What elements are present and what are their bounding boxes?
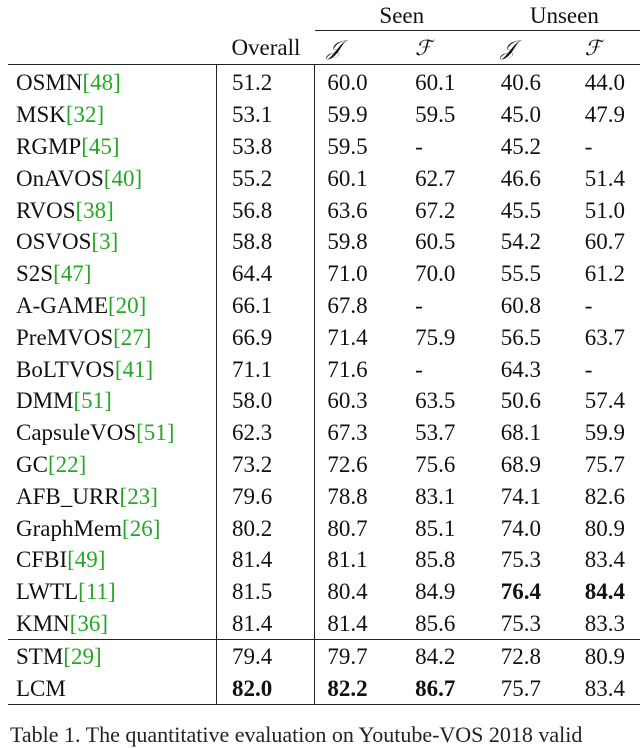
table-row: [8, 131, 640, 163]
table-body: [8, 65, 640, 705]
method-name: S2S[47]: [8, 258, 216, 290]
citation-link[interactable]: [29]: [63, 643, 102, 669]
method-name: MSK[32]: [8, 99, 216, 131]
unseen-j-value: 74.1: [500, 483, 541, 509]
method-name: CapsuleVOS[51]: [8, 417, 216, 449]
citation-link[interactable]: [23]: [119, 483, 158, 509]
seen-j-value: 80.4: [327, 579, 368, 605]
table-row: [8, 480, 640, 512]
overall-value: 58.0: [216, 385, 314, 417]
table-row: [8, 290, 640, 322]
unseen-j-value: 60.8: [500, 292, 541, 318]
overall-value: 62.3: [216, 417, 314, 449]
seen-f-value: -: [415, 133, 423, 159]
citation-link[interactable]: [41]: [114, 356, 154, 382]
empty-cell: [216, 0, 314, 31]
method-name: RVOS[38]: [8, 194, 216, 226]
table-row: [8, 162, 640, 194]
unseen-f-header: ℱ: [573, 31, 640, 65]
seen-f-value: 60.1: [415, 70, 456, 96]
seen-f-value: 84.2: [403, 640, 489, 672]
seen-group-header: Seen: [315, 0, 489, 31]
seen-f-value: 59.5: [415, 102, 456, 128]
citation-link[interactable]: [49]: [67, 547, 106, 573]
unseen-f-value: 80.9: [573, 640, 640, 672]
method-name: AFB_URR[23]: [8, 480, 216, 512]
method-header: [8, 31, 216, 65]
unseen-j-value: 46.6: [500, 165, 541, 191]
overall-value: 79.6: [216, 480, 314, 512]
seen-j-value: 60.1: [327, 165, 368, 191]
unseen-f-value: 57.4: [584, 388, 625, 414]
unseen-f-value: 47.9: [584, 102, 625, 128]
unseen-j-value: 40.6: [500, 70, 541, 96]
overall-value: 53.8: [216, 131, 314, 163]
overall-value: 71.1: [216, 353, 314, 385]
seen-j-value: 67.8: [327, 292, 368, 318]
citation-link[interactable]: [32]: [65, 102, 105, 128]
citation-link[interactable]: [45]: [81, 133, 120, 159]
citation-link[interactable]: [36]: [69, 610, 108, 636]
method-name: A-GAME[20]: [8, 290, 216, 322]
unseen-f-value: -: [584, 292, 593, 318]
unseen-j-value: 68.9: [500, 451, 541, 477]
unseen-f-value: 84.4: [584, 579, 625, 605]
table-row: [8, 512, 640, 544]
seen-j-value: 79.7: [315, 640, 403, 672]
seen-f-value: -: [415, 356, 423, 382]
overall-value: 81.5: [216, 576, 314, 608]
table-row: [8, 544, 640, 576]
overall-value: 51.2: [216, 65, 314, 99]
unseen-f-value: 63.7: [584, 324, 625, 350]
overall-value: 66.9: [216, 321, 314, 353]
seen-f-header: ℱ: [403, 31, 489, 65]
seen-j-value: 78.8: [327, 483, 368, 509]
unseen-f-value: 44.0: [584, 70, 625, 96]
unseen-j-value: 68.1: [500, 420, 541, 446]
seen-j-value: 60.3: [327, 388, 368, 414]
seen-j-value: 59.5: [327, 133, 368, 159]
seen-j-value: 72.6: [327, 451, 368, 477]
seen-f-value: -: [415, 292, 423, 318]
unseen-f-value: -: [584, 133, 593, 159]
citation-link[interactable]: [26]: [122, 515, 161, 541]
unseen-j-header: 𝒥: [489, 31, 573, 65]
unseen-j-value: 76.4: [500, 579, 541, 605]
method-name: STM[29]: [8, 640, 216, 672]
citation-link[interactable]: [27]: [113, 324, 152, 350]
seen-j-value: 71.6: [327, 356, 368, 382]
method-name: LWTL[11]: [8, 576, 216, 608]
method-name: OSVOS[3]: [8, 226, 216, 258]
table-row: [8, 258, 640, 290]
method-name: DMM[51]: [8, 385, 216, 417]
seen-f-value: 85.8: [415, 547, 456, 573]
citation-link[interactable]: [22]: [47, 451, 87, 477]
method-name: PreMVOS[27]: [8, 321, 216, 353]
citation-link[interactable]: [51]: [73, 388, 112, 414]
unseen-j-value: 55.5: [500, 261, 541, 287]
unseen-j-value: 56.5: [500, 324, 541, 350]
table-row: [8, 99, 640, 131]
table-row: [8, 65, 640, 99]
unseen-f-value: 82.6: [584, 483, 625, 509]
overall-value: 53.1: [216, 99, 314, 131]
seen-f-value: 85.6: [415, 610, 456, 636]
table-row: [8, 449, 640, 481]
overall-value: 56.8: [216, 194, 314, 226]
seen-f-value: 83.1: [415, 483, 456, 509]
overall-value: 81.4: [216, 608, 314, 640]
method-name: GraphMem[26]: [8, 512, 216, 544]
method-name: GC[22]: [8, 449, 216, 481]
method-name: KMN[36]: [8, 608, 216, 640]
unseen-j-value: 64.3: [500, 356, 541, 382]
results-table: [8, 0, 640, 705]
method-name: LCM: [8, 672, 216, 704]
overall-value: 80.2: [216, 512, 314, 544]
seen-j-value: 81.1: [327, 547, 368, 573]
overall-value: 55.2: [216, 162, 314, 194]
table-row: [8, 608, 640, 640]
seen-j-value: 80.7: [327, 515, 368, 541]
seen-j-header: 𝒥: [315, 31, 403, 65]
table-row: [8, 672, 640, 704]
table-row: [8, 226, 640, 258]
seen-j-value: 82.2: [315, 672, 403, 704]
seen-f-value: 84.9: [415, 579, 456, 605]
group-header-row: [8, 0, 640, 31]
unseen-f-value: 80.9: [584, 515, 625, 541]
seen-f-value: 70.0: [415, 261, 456, 287]
seen-f-value: 62.7: [415, 165, 456, 191]
unseen-f-value: 83.4: [573, 672, 640, 704]
seen-j-value: 67.3: [327, 420, 368, 446]
citation-link[interactable]: [47]: [53, 261, 92, 287]
seen-j-value: 59.8: [327, 229, 368, 255]
table-row: [8, 576, 640, 608]
table-row: [8, 353, 640, 385]
seen-j-value: 71.4: [327, 324, 368, 350]
table-row: [8, 385, 640, 417]
unseen-group-header: Unseen: [489, 0, 640, 31]
overall-value: 81.4: [216, 544, 314, 576]
seen-f-value: 85.1: [415, 515, 456, 541]
unseen-f-value: -: [584, 356, 593, 382]
unseen-j-value: 45.0: [500, 102, 541, 128]
seen-j-value: 71.0: [327, 261, 368, 287]
method-name: OSMN[48]: [8, 65, 216, 99]
citation-link[interactable]: [3]: [91, 229, 119, 255]
unseen-f-value: 83.4: [584, 547, 625, 573]
citation-link[interactable]: [20]: [108, 292, 147, 318]
table-row: [8, 321, 640, 353]
column-header-row: [8, 31, 640, 65]
unseen-j-value: 45.2: [500, 133, 541, 159]
citation-link[interactable]: [48]: [82, 70, 121, 96]
overall-value: 73.2: [216, 449, 314, 481]
table-caption: Table 1. The quantitative evaluation on Youtube-VOS 2018 valid: [10, 722, 583, 747]
unseen-j-value: 72.8: [489, 640, 573, 672]
overall-value: 66.1: [216, 290, 314, 322]
unseen-f-value: 60.7: [584, 229, 625, 255]
method-name: OnAVOS[40]: [8, 162, 216, 194]
seen-j-value: 60.0: [327, 70, 368, 96]
seen-f-value: 75.9: [415, 324, 456, 350]
seen-f-value: 67.2: [415, 197, 456, 223]
unseen-f-value: 61.2: [584, 261, 625, 287]
seen-j-value: 63.6: [327, 197, 368, 223]
unseen-j-value: 74.0: [500, 515, 541, 541]
unseen-j-value: 75.7: [489, 672, 573, 704]
seen-j-value: 81.4: [327, 610, 368, 636]
overall-value: 79.4: [216, 640, 314, 672]
method-name: BoLTVOS[41]: [8, 353, 216, 385]
seen-j-value: 59.9: [327, 102, 368, 128]
seen-f-value: 53.7: [415, 420, 456, 446]
table-row: [8, 640, 640, 672]
overall-value: 64.4: [216, 258, 314, 290]
citation-link[interactable]: [51]: [136, 420, 175, 446]
citation-link[interactable]: [40]: [103, 165, 143, 191]
table-row: [8, 194, 640, 226]
citation-link[interactable]: [11]: [78, 579, 116, 605]
table-row: [8, 417, 640, 449]
empty-cell: [8, 0, 216, 31]
unseen-f-value: 83.3: [584, 610, 625, 636]
unseen-j-value: 75.3: [500, 547, 541, 573]
unseen-j-value: 54.2: [500, 229, 541, 255]
unseen-j-value: 75.3: [500, 610, 541, 636]
unseen-f-value: 51.4: [584, 165, 625, 191]
seen-f-value: 63.5: [415, 388, 456, 414]
unseen-f-value: 75.7: [584, 451, 625, 477]
method-name: CFBI[49]: [8, 544, 216, 576]
overall-value: 82.0: [216, 672, 314, 704]
overall-header: Overall: [216, 31, 314, 65]
seen-f-value: 75.6: [415, 451, 456, 477]
unseen-f-value: 59.9: [584, 420, 625, 446]
method-name: RGMP[45]: [8, 131, 216, 163]
overall-value: 58.8: [216, 226, 314, 258]
seen-f-value: 86.7: [403, 672, 489, 704]
unseen-j-value: 50.6: [500, 388, 541, 414]
unseen-f-value: 51.0: [584, 197, 625, 223]
unseen-j-value: 45.5: [500, 197, 541, 223]
citation-link[interactable]: [38]: [75, 197, 114, 223]
seen-f-value: 60.5: [415, 229, 456, 255]
